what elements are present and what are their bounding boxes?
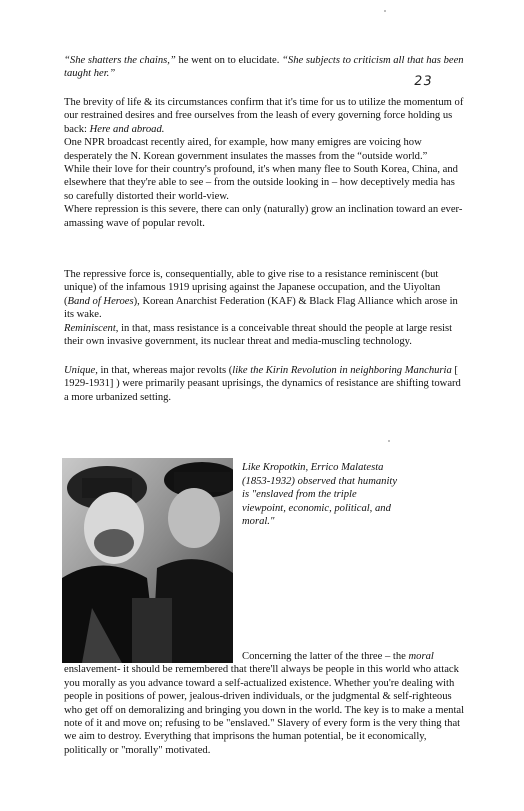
- final-a: Concerning the latter of the three – the: [242, 651, 409, 662]
- para3-a: , in that, whereas major revolts (: [95, 365, 233, 376]
- para1-line1: [64, 96, 464, 136]
- quote-part-1: “She shatters the chains,”: [64, 55, 176, 66]
- para2-sentence1: [64, 268, 464, 322]
- page-number: 23: [412, 74, 434, 89]
- scan-speck: [384, 10, 386, 12]
- para2-a: The repressive force is, consequentially, able to give rise to a resistance reminiscent (but unique) of the infamous 1919 uprising against the Japanese occupation, and the Uiyoltan (: [64, 269, 441, 307]
- para2-emphasis: Band of Heroes: [67, 295, 134, 307]
- final-body: enslavement- it should be remembered that there'll always be people in this world who attack you morally as you advance toward a self-actualized existence. Whether you're dealing with people in positions of power, jealous-driven individuals, or the judgmental & self-righteous who get off on demoralizing and bringing you down in the world. The key is to make a mental note of it and move on; refusing to be "enslaved." Slavery of every form is the very thing that we aim to destroy. Everything that imprisons the human potential, be it economically, politically or "morally" motivated.: [64, 664, 465, 756]
- para2-sentence2: [64, 322, 464, 349]
- para3-emphasis: like the Kirin Revolution in neighboring Manchuria: [232, 365, 452, 376]
- quote-part-2: “She subjects to criticism all that has been taught her.”: [64, 55, 464, 80]
- para2-reminiscent: Reminiscent: [64, 322, 116, 334]
- paragraph-repression: [64, 96, 464, 230]
- para3-unique: Unique: [64, 365, 96, 376]
- opening-quote: [64, 54, 464, 81]
- final-moral: moral: [408, 651, 434, 662]
- para1-intro-emphasis: Here and abroad.: [89, 123, 165, 135]
- para1-line4: Where repression is this severe, there can only (naturally) grow an inclination toward an ever-amassing wave of popular revolt.: [64, 204, 463, 229]
- paragraph-resistance: [64, 268, 464, 348]
- paragraph-unique: [64, 364, 464, 404]
- para1-intro: The brevity of life & its circumstances confirm that it's time for us to utilize the momentum of our restrained desires and free ourselves from the leash of every governing force holding us back:: [64, 97, 464, 135]
- paragraph-moral-enslavement: [64, 650, 466, 757]
- para1-line2: One NPR broadcast recently aired, for example, how many emigres are voicing how desperately the N. Korean government insulates the masses from the “outside world.”: [64, 137, 428, 162]
- para2-c: , in that, mass resistance is a conceivable threat should the people at large resist their own invasive government, its nuclear threat and media-muscling technology.: [64, 322, 453, 348]
- para1-line3: While their love for their country's profound, it's when many flee to South Korea, China, and elsewhere that they're able to see – from the outside looking in – how deceptively media has so carefully distorted their world-view.: [64, 164, 458, 202]
- para2-b: ), Korean Anarchist Federation (KAF) & Black Flag Alliance which arose in its wake.: [64, 295, 458, 321]
- malatesta-photo: [62, 458, 233, 663]
- photo-caption: Like Kropotkin, Errico Malatesta (1853-1932) observed that humanity is "enslaved from the triple viewpoint, economic, political, and moral.": [242, 462, 398, 528]
- para3-c: [ 1929-1931] ) were primarily peasant uprisings, the dynamics of resistance are shifting toward a more urbanized setting.: [64, 365, 461, 403]
- quote-attribution: he went on to elucidate.: [175, 55, 283, 66]
- final-first-line: [64, 650, 466, 663]
- scan-speck: [388, 440, 390, 442]
